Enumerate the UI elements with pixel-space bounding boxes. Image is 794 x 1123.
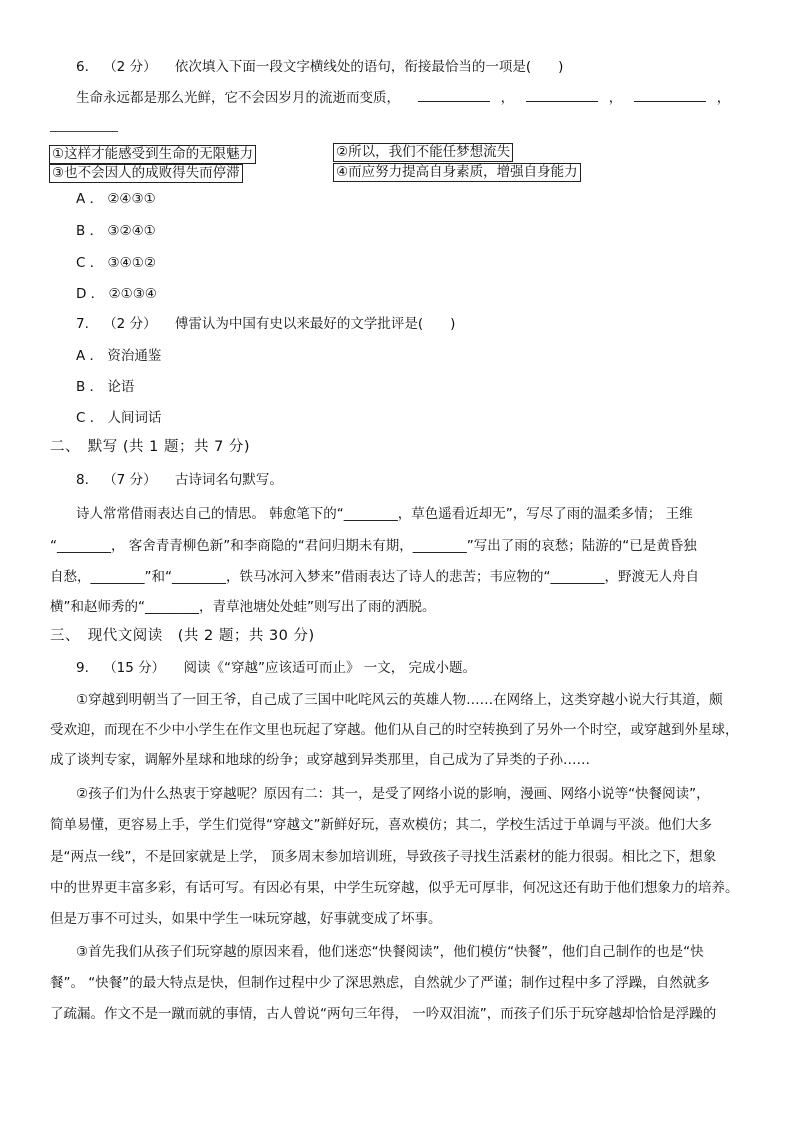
q6-sentence-start: 生命永远都是那么光鲜，它不会因岁月的流逝而变质， [76, 90, 400, 106]
q7-stem: 傅雷认为中国有史以来最好的文学批评是( ) [174, 316, 456, 332]
q9-para2-line-3: 是“两点一线”，不是回家就是上学， 顶多周末参加培训班，导致孩子寻找生活素材的能力很弱。相比之下，想象 [50, 849, 717, 865]
q6-score: （2 分） [103, 59, 157, 75]
q7-option-a-label: A ． [76, 348, 104, 364]
q6-sep-1: ， [500, 90, 515, 106]
q7-header [76, 314, 455, 334]
q6-stem: 依次填入下面一段文字横线处的语句，衔接最恰当的一项是( ) [174, 59, 564, 75]
q7-option-c-text: 人间词话 [107, 410, 162, 426]
q6-option-d-label: D ． [76, 286, 105, 302]
q9-para2-line-4: 中的世界更丰富多彩，有话可写。有因必有果，中学生玩穿越，似乎无可厚非，何况这还有助于他们想象力的培养。 [50, 880, 739, 896]
q6-option-c-label: C ． [76, 255, 104, 271]
q9-stem: 阅读《“穿越”应该适可而止》 一文， 完成小题。 [183, 660, 477, 676]
q8-stem: 古诗词名句默写。 [174, 472, 283, 488]
q7-option-a[interactable] [76, 346, 161, 366]
q8-line-1: 诗人常常借雨表达自己的情思。 韩愈笔下的“________，草色遥看近却无”，写尽了雨的温柔多情； 王维 [76, 506, 693, 522]
q7-option-c[interactable] [76, 408, 162, 428]
q6-sep-2: ， [608, 90, 623, 106]
q9-header [76, 658, 476, 678]
q6-statement-3: ③也不会因人的成败得失而停滞 [49, 164, 243, 183]
section-3-title: 三、 现代文阅读 (共 2 题；共 30 分) [50, 628, 315, 644]
q6-option-a-text: ②④③① [107, 191, 156, 207]
q9-para3-line-3: 了疏漏。作文不是一蹴而就的事情，古人曾说“两句三年得， 一吟双泪流”，而孩子们乐于玩穿越却恰恰是浮躁的 [50, 1006, 717, 1022]
q6-statement-1: ①这样才能感受到生命的无限魅力 [49, 145, 256, 164]
q9-para1-line-3: 成了谈判专家，调解外星球和地球的纷争；或穿越到异类那里，自己成为了异类的子孙…… [50, 752, 590, 768]
q6-option-b[interactable] [76, 221, 156, 241]
q8-number: 8. [76, 472, 89, 488]
q6-header [76, 57, 563, 77]
q9-para2-line-5: 但是万事不可过头，如果中学生一味玩穿越，好事就变成了坏事。 [50, 911, 442, 927]
q9-number: 9. [76, 660, 89, 676]
q6-blank-1[interactable] [418, 89, 490, 102]
q9-para2-line-1: ②孩子们为什么热衷于穿越呢？原因有二：其一，是受了网络小说的影响，漫画、网络小说等“快餐阅读”， [76, 786, 710, 802]
q6-option-a-label: A ． [76, 191, 104, 207]
q6-statement-4: ④而应努力提高自身素质，增强自身能力 [333, 163, 581, 182]
q6-blank-4[interactable] [50, 131, 118, 132]
q7-option-b-text: 论语 [107, 379, 135, 395]
q9-para3-line-1: ③首先我们从孩子们玩穿越的原因来看，他们迷恋“快餐阅读”，他们模仿“快餐”，他们自己制作的也是“快 [76, 944, 704, 960]
q6-number: 6. [76, 59, 89, 75]
section-2-title: 二、 默写 (共 1 题；共 7 分) [50, 439, 251, 455]
q6-option-b-text: ③②④① [107, 223, 156, 239]
q8-header [76, 470, 283, 490]
q7-score: （2 分） [103, 316, 157, 332]
q6-sentence [76, 88, 730, 108]
q7-option-a-text: 资治通鉴 [107, 348, 162, 364]
q7-option-b-label: B ． [76, 379, 104, 395]
q8-score: （7 分） [103, 472, 157, 488]
q7-option-b[interactable] [76, 377, 134, 397]
q7-option-c-label: C ． [76, 410, 104, 426]
q6-option-a[interactable] [76, 189, 156, 209]
q9-para2-line-2: 简单易懂，更容易上手，学生们觉得“穿越文”新鲜好玩，喜欢模仿；其二，学校生活过于单调与平淡。他们大多 [50, 817, 712, 833]
q6-blank-2[interactable] [526, 89, 598, 102]
q6-option-d-text: ②①③④ [108, 286, 157, 302]
q9-para1-line-1: ①穿越到明朝当了一回王爷，自己成了三国中叱咤风云的英雄人物……在网络上，这类穿越小说大行其道，颇 [76, 692, 723, 708]
q6-option-b-label: B ． [76, 223, 104, 239]
q9-para1-line-2: 受欢迎，而现在不少中小学生在作文里也玩起了穿越。他们从自己的时空转换到了另外一个时空，或穿越到外星球， [50, 722, 739, 738]
q8-line-2: “________， 客舍青青柳色新”和李商隐的“君问归期未有期，________”写出了雨的哀愁；陆游的“已是黄昏独 [50, 538, 697, 554]
q6-option-d[interactable] [76, 284, 157, 304]
q6-sep-3: ， [716, 90, 731, 106]
q6-option-c-text: ③④①② [107, 255, 156, 271]
q6-statement-2: ②所以，我们不能任梦想流失 [333, 143, 513, 162]
q9-score: （15 分） [103, 660, 166, 676]
q8-line-3: 自愁，________”和“________，铁马冰河入梦来”借雨表达了诗人的悲苦；韦应物的“________，野渡无人舟自 [50, 569, 699, 585]
q9-para3-line-2: 餐”。 “快餐”的最大特点是快，但制作过程中少了深思熟虑，自然就少了严谨；制作过程中多了浮躁，自然就多 [50, 975, 710, 991]
q8-line-4: 横”和赵师秀的“________，青草池塘处处蛙”则写出了雨的洒脱。 [50, 599, 436, 615]
q6-blank-3[interactable] [634, 89, 706, 102]
q6-option-c[interactable] [76, 253, 156, 273]
q7-number: 7. [76, 316, 89, 332]
